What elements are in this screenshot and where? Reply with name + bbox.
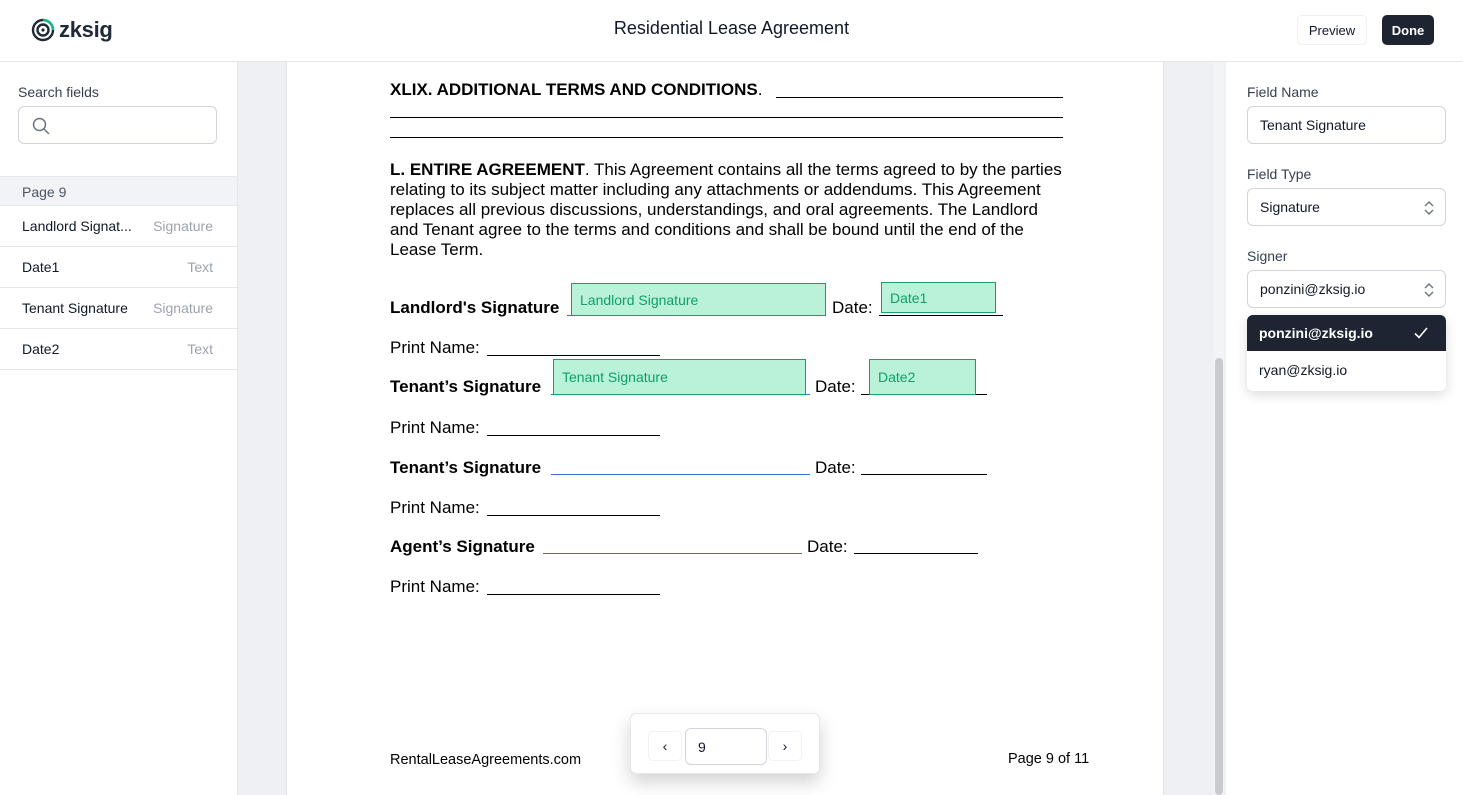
chevron-updown-icon bbox=[1423, 199, 1435, 217]
signer-select[interactable] bbox=[1247, 270, 1446, 308]
signature-line bbox=[551, 474, 810, 475]
footer-site: RentalLeaseAgreements.com bbox=[390, 752, 582, 768]
field-name-value: Tenant Signature bbox=[1260, 117, 1366, 133]
blank-line bbox=[854, 553, 978, 554]
print-name-label: Print Name: bbox=[390, 577, 480, 596]
signer-option[interactable] bbox=[1247, 352, 1446, 388]
signer-value: ponzini@zksig.io bbox=[1260, 281, 1366, 297]
signature-line bbox=[543, 553, 802, 554]
blank-line bbox=[861, 474, 987, 475]
signer-label: Signer bbox=[1247, 248, 1288, 264]
footer-page-number: Page 9 of 11 bbox=[1008, 751, 1090, 767]
chevron-left-icon: ‹ bbox=[662, 738, 668, 754]
heading-xlix-text: XLIX. ADDITIONAL TERMS AND CONDITIONS bbox=[390, 80, 758, 99]
search-fields-label: Search fields bbox=[18, 84, 99, 100]
signer-option-label: ponzini@zksig.io bbox=[1259, 325, 1373, 341]
blank-line bbox=[487, 355, 660, 356]
date-label: Date: bbox=[815, 377, 856, 396]
field-name-input[interactable] bbox=[1247, 106, 1446, 144]
chevron-updown-icon bbox=[1423, 281, 1435, 299]
next-page-button[interactable] bbox=[768, 731, 802, 761]
heading-xlix-tail: . bbox=[757, 80, 763, 99]
top-bar bbox=[0, 0, 1463, 62]
blank-line bbox=[487, 515, 660, 516]
date2-placeholder[interactable]: Date2 bbox=[869, 359, 976, 395]
field-list-item[interactable] bbox=[0, 247, 237, 288]
document-title: Residential Lease Agreement bbox=[613, 18, 850, 38]
blank-line bbox=[879, 315, 1003, 316]
tenant-signature-label: Tenant’s Signature bbox=[390, 458, 542, 477]
previous-page-button[interactable] bbox=[648, 731, 682, 761]
signer-dropdown bbox=[1247, 315, 1446, 391]
brand-name: zksig bbox=[59, 17, 113, 42]
field-type: Signature bbox=[153, 218, 213, 234]
document-viewer bbox=[238, 62, 1226, 795]
date1-placeholder[interactable]: Date1 bbox=[881, 282, 996, 313]
page-navigator bbox=[630, 713, 820, 774]
signer-option-label: ryan@zksig.io bbox=[1259, 362, 1348, 378]
date-label: Date: bbox=[815, 458, 856, 477]
field-type: Text bbox=[187, 259, 213, 275]
section-l-body: . This Agreement contains all the terms agreed to by the parties relating to its subject matter including any attachments or addendums. This Agreement replaces all previous discussions, understandings, and oral agreements. The Landlord and Tenant agree to the terms and conditions and shall be bound until the end of the Lease Term. bbox=[390, 160, 1062, 259]
section-l-paragraph bbox=[390, 160, 1070, 260]
search-icon bbox=[32, 117, 50, 135]
date-label: Date: bbox=[807, 537, 848, 556]
date-label: Date: bbox=[832, 298, 873, 317]
section-xlix-heading bbox=[390, 80, 762, 100]
landlord-signature-placeholder[interactable]: Landlord Signature bbox=[571, 283, 826, 316]
field-name: Landlord Signat... bbox=[22, 218, 132, 234]
check-icon bbox=[1412, 324, 1430, 342]
field-name: Date1 bbox=[22, 259, 60, 275]
fields-sidebar bbox=[0, 62, 238, 795]
field-type-value: Signature bbox=[1260, 199, 1320, 215]
field-list-item[interactable] bbox=[0, 288, 237, 329]
blank-line bbox=[487, 594, 660, 595]
landlord-signature-label: Landlord's Signature bbox=[390, 298, 560, 317]
blank-line bbox=[390, 137, 1063, 138]
page-number-input[interactable] bbox=[685, 728, 767, 765]
page-group-header: Page 9 bbox=[0, 176, 237, 206]
search-input[interactable] bbox=[18, 106, 217, 144]
preview-button[interactable]: Preview bbox=[1297, 15, 1367, 45]
scrollbar-thumb[interactable] bbox=[1215, 358, 1223, 795]
field-type: Text bbox=[187, 341, 213, 357]
field-type: Signature bbox=[153, 300, 213, 316]
blank-line bbox=[776, 97, 1063, 98]
field-name: Tenant Signature bbox=[22, 300, 128, 316]
field-name: Date2 bbox=[22, 341, 60, 357]
field-list-item[interactable] bbox=[0, 206, 237, 247]
blank-line bbox=[487, 435, 660, 436]
print-name-label: Print Name: bbox=[390, 418, 480, 437]
field-list-item[interactable] bbox=[0, 329, 237, 370]
field-type-select[interactable] bbox=[1247, 188, 1446, 226]
agent-signature-label: Agent’s Signature bbox=[390, 537, 535, 556]
chevron-right-icon: › bbox=[782, 738, 788, 754]
done-button[interactable]: Done bbox=[1382, 15, 1434, 45]
field-type-label: Field Type bbox=[1247, 166, 1312, 182]
print-name-label: Print Name: bbox=[390, 338, 480, 357]
signer-option-selected[interactable] bbox=[1247, 315, 1446, 351]
field-properties-panel bbox=[1227, 62, 1463, 795]
tenant-signature-placeholder[interactable]: Tenant Signature bbox=[553, 359, 806, 395]
heading-l-text: L. ENTIRE AGREEMENT bbox=[390, 160, 585, 179]
tenant-signature-label: Tenant’s Signature bbox=[390, 377, 542, 396]
document-page bbox=[286, 62, 1164, 795]
print-name-label: Print Name: bbox=[390, 498, 480, 517]
blank-line bbox=[390, 117, 1063, 118]
field-name-label: Field Name bbox=[1247, 84, 1319, 100]
